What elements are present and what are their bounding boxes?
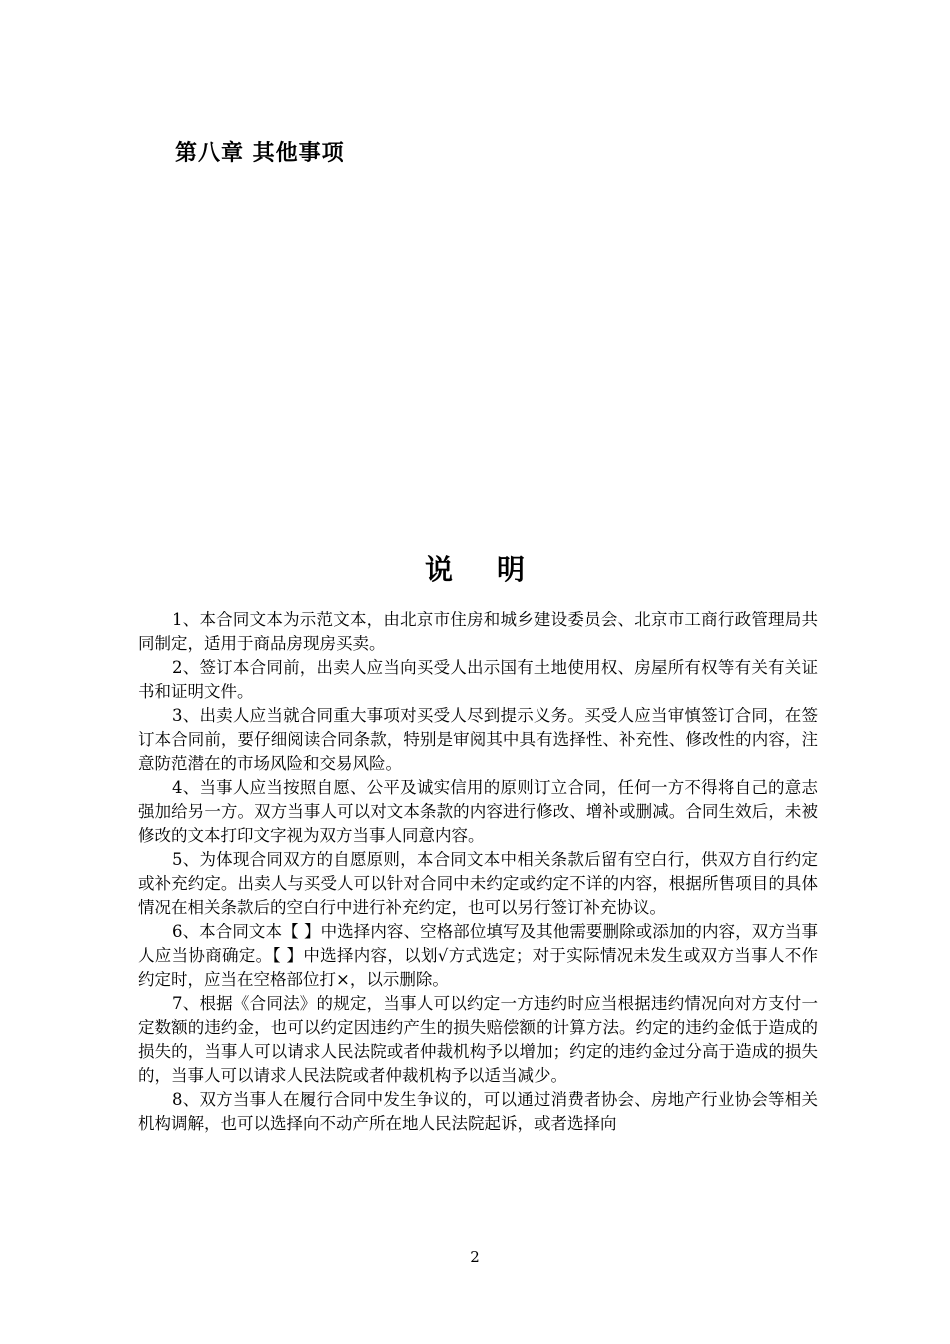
- page-number: 2: [470, 1248, 480, 1266]
- note-paragraph-5: 5、为体现合同双方的自愿原则，本合同文本中相关条款后留有空白行，供双方自行约定或补充约定。出卖人与买受人可以针对合同中未约定或约定不详的内容，根据所售项目的具体情况在相关条款后的空白行中进行补充约定，也可以另行签订补充协议。: [138, 850, 818, 917]
- note-paragraph-4: 4、当事人应当按照自愿、公平及诚实信用的原则订立合同，任何一方不得将自己的意志强加给另一方。双方当事人可以对文本条款的内容进行修改、增补或删减。合同生效后，未被修改的文本打印文字视为双方当事人同意内容。: [138, 778, 818, 845]
- note-paragraph-7: 7、根据《合同法》的规定，当事人可以约定一方违约时应当根据违约情况向对方支付一定数额的违约金，也可以约定因违约产生的损失赔偿额的计算方法。约定的违约金低于造成的损失的，当事人可以请求人民法院或者仲裁机构予以增加；约定的违约金过分高于造成的损失的，当事人可以请求人民法院或者仲裁机构予以适当减少。: [138, 994, 818, 1085]
- chapter-title: 第八章 其他事项: [175, 140, 345, 166]
- notes-body: [138, 608, 818, 1136]
- note-paragraph-1: 1、本合同文本为示范文本，由北京市住房和城乡建设委员会、北京市工商行政管理局共同制定，适用于商品房现房买卖。: [138, 610, 818, 653]
- note-paragraph-8: 8、双方当事人在履行合同中发生争议的，可以通过消费者协会、房地产行业协会等相关机构调解，也可以选择向不动产所在地人民法院起诉，或者选择向: [138, 1090, 818, 1133]
- note-paragraph-6: 6、本合同文本【 】中选择内容、空格部位填写及其他需要删除或添加的内容，双方当事人应当协商确定。【 】中选择内容，以划√方式选定；对于实际情况未发生或双方当事人不作约定时，应当在空格部位打×，以示删除。: [138, 922, 818, 989]
- notes-title: 说明: [424, 553, 569, 586]
- note-paragraph-2: 2、签订本合同前，出卖人应当向买受人出示国有土地使用权、房屋所有权等有关有关证书和证明文件。: [138, 658, 818, 701]
- note-paragraph-3: 3、出卖人应当就合同重大事项对买受人尽到提示义务。买受人应当审慎签订合同，在签订本合同前，要仔细阅读合同条款，特别是审阅其中具有选择性、补充性、修改性的内容，注意防范潜在的市场风险和交易风险。: [138, 706, 818, 773]
